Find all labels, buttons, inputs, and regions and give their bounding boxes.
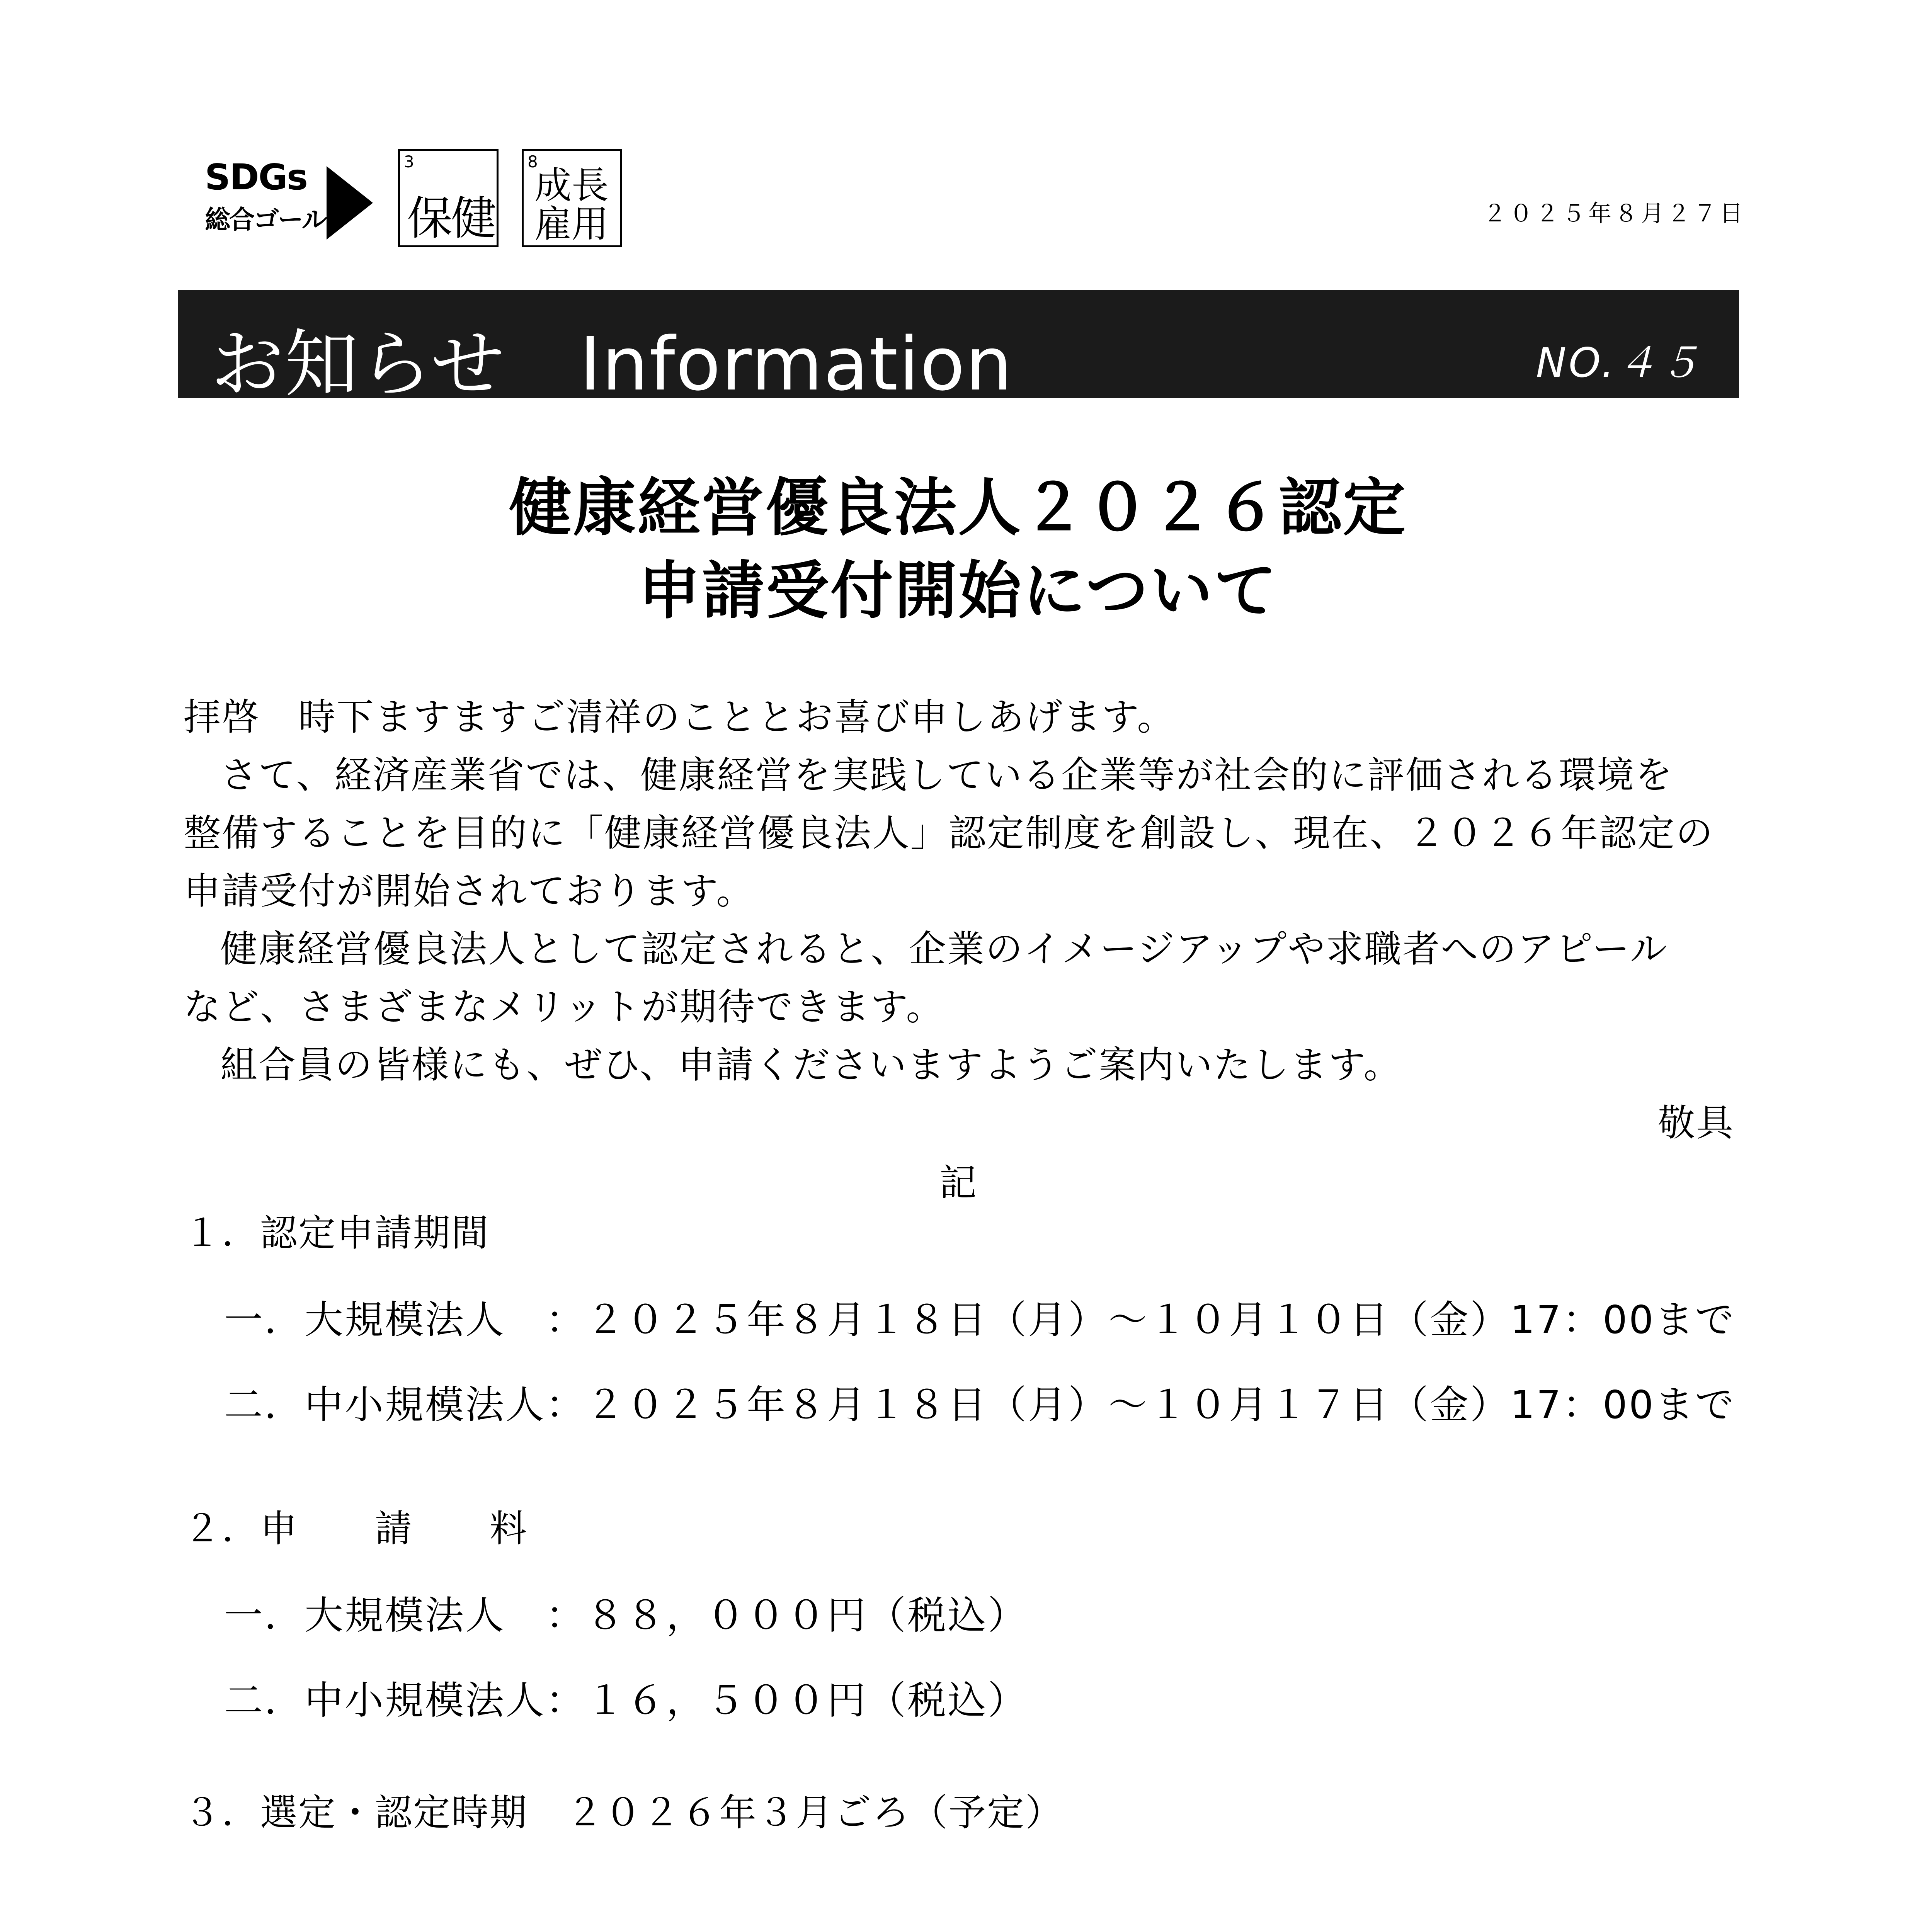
sdgs-logo <box>201 156 371 242</box>
period-sme: 二．中小規模法人：２０２５年８月１８日（月）～１０月１７日（金）17：00まで <box>224 1382 1736 1427</box>
sdg-goal-3-badge <box>398 149 499 247</box>
banner-title: お知らせ Information <box>211 321 1013 407</box>
notice-number: NO.４５ <box>1536 339 1702 386</box>
arrow-right-icon <box>327 166 373 240</box>
paragraph-line: など、さまざまなメリットが期待できます。 <box>184 985 944 1029</box>
sdgs-title: SDGs <box>205 156 307 198</box>
fee-sme: 二．中小規模法人：１６，５００円（税込） <box>224 1678 1028 1723</box>
doc-title-line1: 健康経営優良法人２０２６認定 <box>509 472 1407 544</box>
paragraph-line: 健康経営優良法人として認定されると、企業のイメージアップや求職者へのアピール <box>220 927 1668 971</box>
goal-label: 保健 <box>407 192 495 245</box>
paragraph-line: 組合員の皆様にも、ぜひ、申請くださいますようご案内いたします。 <box>220 1043 1402 1087</box>
goal-number: 8 <box>527 152 538 171</box>
paragraph-line: 整備することを目的に「健康経営優良法人」認定制度を創設し、現在、２０２６年認定の <box>184 811 1714 855</box>
period-large-corp: 一．大規模法人 ：２０２５年８月１８日（月）～１０月１０日（金）17：00まで <box>224 1297 1736 1342</box>
section-2-heading: ２．申 請 料 <box>184 1507 528 1550</box>
doc-title-line2: 申請受付開始について <box>638 555 1278 628</box>
greeting: 拝啓 時下ますますご清祥のこととお喜び申しあげます。 <box>184 696 1176 739</box>
sdg-goal-8-badge <box>522 149 622 247</box>
section-3-heading: ３．選定・認定時期 ２０２６年３月ごろ（予定） <box>184 1791 1063 1834</box>
info-banner <box>178 290 1739 407</box>
goal-label-line2: 雇用 <box>534 202 609 246</box>
fee-large-corp: 一．大規模法人 ：８８，０００円（税込） <box>224 1593 1028 1638</box>
goal-label-line1: 成長 <box>534 164 609 207</box>
details-note <box>257 1930 1060 1932</box>
paragraph-line: さて、経済産業省では、健康経営を実践している企業等が社会的に評価される環境を <box>220 753 1674 797</box>
closing-keigu: 敬具 <box>1658 1101 1734 1145</box>
paragraph-line: 申請受付が開始されております。 <box>184 869 755 913</box>
ki-mark: 記 <box>939 1161 977 1204</box>
goal-number: 3 <box>404 152 414 171</box>
sdgs-subtitle: 総合ゴール <box>205 205 326 235</box>
section-1-heading: １．認定申請期間 <box>184 1211 490 1255</box>
issue-date: ２０２５年８月２７日 <box>1483 200 1746 227</box>
